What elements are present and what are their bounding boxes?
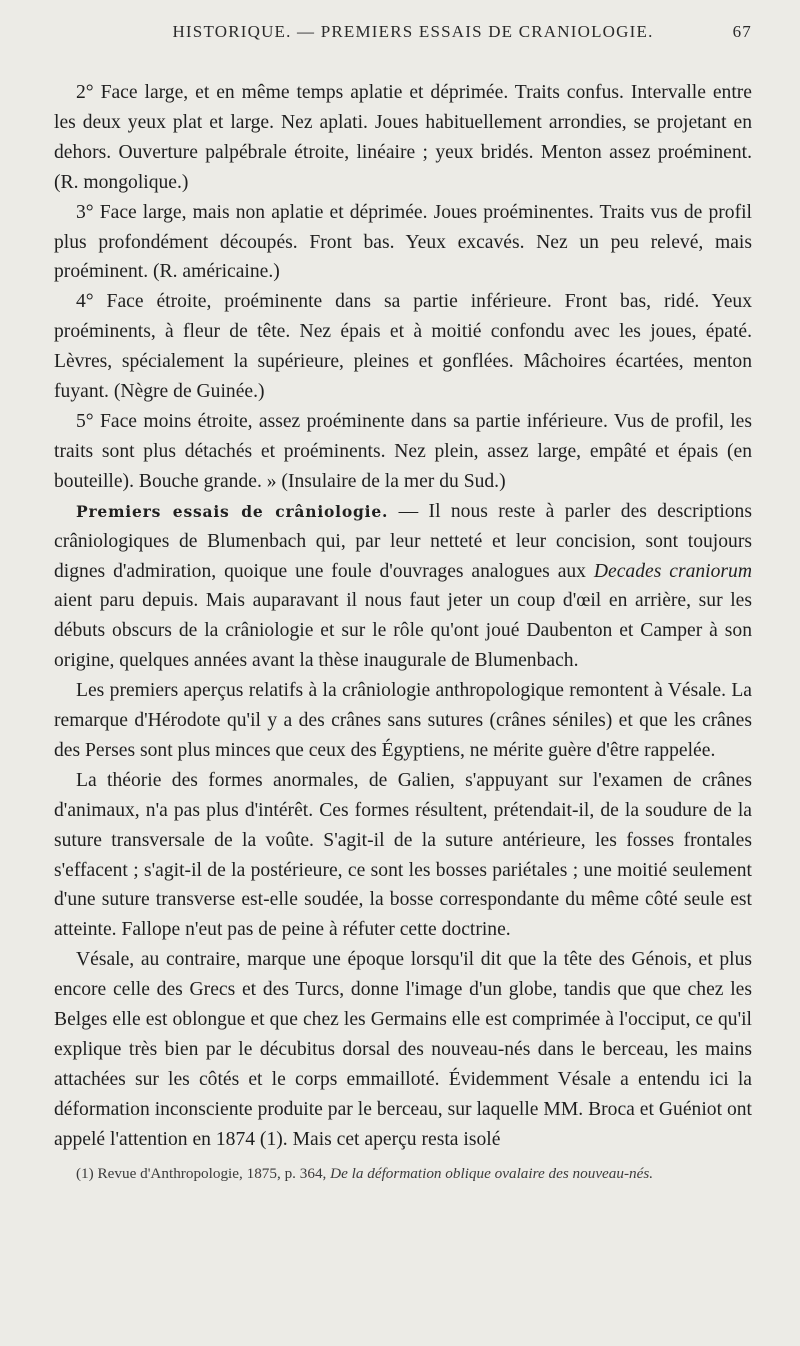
paragraph-vesale: Les premiers aperçus relatifs à la crâniologie anthropologique remontent à Vésale. La remarque d'Hérodote qu'il y a des crânes sans sutures (crânes séniles) et que les crânes des Perses sont plus minces que ceux des Égyptiens, ne mérite guère d'être rappelée. xyxy=(54,680,752,761)
paragraph-text: — Il nous reste à parler des descriptions crâniologiques de Blumenbach qui, par leur netteté et leur concision, sont toujours dignes d'admiration, quoique une foule d'ouvrages analogues aux xyxy=(54,500,752,582)
page-header xyxy=(54,22,752,52)
footnote-text: (1) Revue d'Anthropologie, 1875, p. 364, xyxy=(76,1164,331,1182)
paragraph-premiers-essais xyxy=(54,497,752,676)
paragraph-south-sea: 5° Face moins étroite, assez proéminente dans sa partie inférieure. Vus de profil, les traits sont plus détachés et proéminents. Nez plein, assez large, empâté et épais (en bouteille). Bouche grande. » (Insulaire de la mer du Sud.) xyxy=(54,410,752,492)
body-text xyxy=(54,78,752,1155)
paragraph-text: aient paru depuis. Mais auparavant il nous faut jeter un coup d'œil en arrière, sur les débuts obscurs de la crâniologie et sur le rôle qu'ont joué Daubenton et Camper à son origine, quelques années avant la thèse inaugurale de Blumenbach. xyxy=(54,590,752,672)
paragraph-vesale-epoque: Vésale, au contraire, marque une époque lorsqu'il dit que la tête des Génois, et plus encore celle des Grecs et des Turcs, donne l'image d'un globe, tandis que que chez les Belges elle est oblongue et que chez les Germains elle est comprimée à l'occiput, ce qu'il explique très bien par le décubitus dorsal des nouveau-nés dans le berceau, les mains attachées sur les côtés et le corps emmailloté. Évidemment Vésale a entendu ici la déformation inconsciente produite par le berceau, sur laquelle MM. Broca et Guéniot ont appelé l'attention en 1874 (1). Mais cet aperçu resta isolé xyxy=(54,949,752,1150)
paragraph-american: 3° Face large, mais non aplatie et déprimée. Joues proéminentes. Traits vus de profil plus profondément découpés. Front bas. Yeux excavés. Nez un peu relevé, mais proéminent. (R. américaine.) xyxy=(54,201,752,283)
footnote xyxy=(54,1163,752,1185)
paragraph-galien: La théorie des formes anormales, de Galien, s'appuyant sur l'examen de crânes d'animaux, n'a pas plus d'intérêt. Ces formes résultent, prétendait-il, de la soudure de la suture transversale de la voûte. S'agit-il de la suture antérieure, les fosses frontales s'effacent ; s'agit-il de la postérieure, ce sont les bosses pariétales ; une moitié seulement d'une suture transverse est-elle soudée, la bosse correspondante du même côté seule est atteinte. Fallope n'eut pas de peine à réfuter cette doctrine. xyxy=(54,769,752,941)
paragraph-mongolian: 2° Face large, et en même temps aplatie et déprimée. Traits confus. Intervalle entre les deux yeux plat et large. Nez aplati. Joues habituellement arrondies, se projetant en dehors. Ouverture palpébrale étroite, linéaire ; yeux bridés. Menton assez proéminent. (R. mongolique.) xyxy=(54,82,752,193)
paragraph-guinea: 4° Face étroite, proéminente dans sa partie inférieure. Front bas, ridé. Yeux proéminents, à fleur de tête. Nez épais et à moitié confondu avec les joues, épaté. Lèvres, spécialement la supérieure, pleines et gonflées. Mâchoires écartées, menton fuyant. (Nègre de Guinée.) xyxy=(54,291,752,403)
footnote-italic: De la déformation oblique ovalaire des nouveau-nés. xyxy=(330,1164,654,1182)
section-heading: Premiers essais de crâniologie. xyxy=(76,501,389,521)
page-number: 67 xyxy=(732,22,752,41)
italic-title: Decades craniorum xyxy=(593,560,752,582)
running-title: HISTORIQUE. — PREMIERS ESSAIS DE CRANIOLOGIE. xyxy=(172,22,654,41)
